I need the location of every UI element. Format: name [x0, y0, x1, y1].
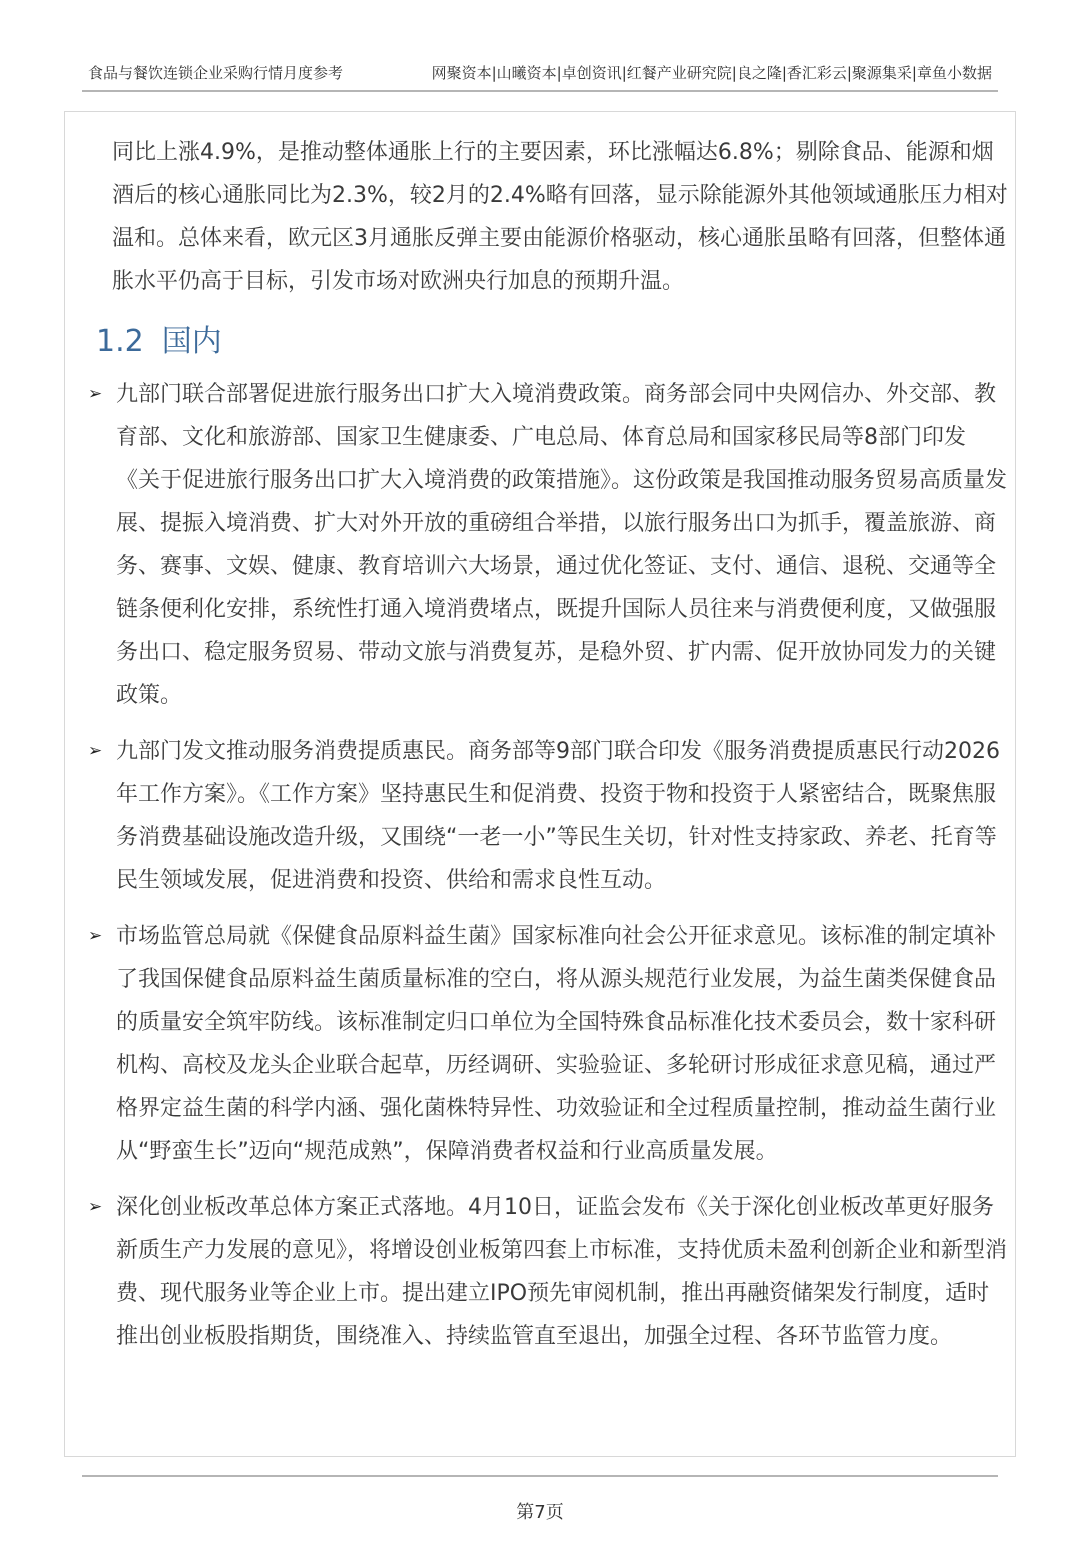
page-number: 第7页 [516, 1502, 564, 1523]
list-item-text: 市场监管总局就《保健食品原料益生菌》国家标准向社会公开征求意见。该标准的制定填补了我国保健食品原料益生菌质量标准的空白，将从源头规范行业发展，为益生菌类保健食品的质量安全筑牢防线。该标准制定归口单位为全国特殊食品标准化技术委员会，数十家科研机构、高校及龙头企业联合起草，历经调研、实验验证、多轮研讨形成征求意见稿，通过严格界定益生菌的科学内涵、强化菌株特异性、功效验证和全过程质量控制，推动益生菌行业从“野蛮生长”迈向“规范成熟”，保障消费者权益和行业高质量发展。 [116, 924, 997, 1164]
arrow-bullet-icon: ➢ [88, 926, 103, 946]
list-item [88, 915, 1008, 1173]
header-sources: 网聚资本|山曦资本|卓创资讯|红餐产业研究院|良之隆|香汇彩云|聚源集采|章鱼小数据 [431, 64, 992, 82]
arrow-bullet-icon: ➢ [88, 1197, 103, 1217]
list-item [88, 373, 1008, 717]
arrow-bullet-icon: ➢ [88, 384, 103, 404]
section-title-text: 国内 [161, 324, 222, 359]
list-item [88, 1186, 1008, 1358]
list-item-text: 九部门联合部署促进旅行服务出口扩大入境消费政策。商务部会同中央网信办、外交部、教育部、文化和旅游部、国家卫生健康委、广电总局、体育总局和国家移民局等8部门印发《关于促进旅行服务出口扩大入境消费的政策措施》。这份政策是我国推动服务贸易高质量发展、提振入境消费、扩大对外开放的重磅组合举措，以旅行服务出口为抓手，覆盖旅游、商务、赛事、文娱、健康、教育培训六大场景，通过优化签证、支付、通信、退税、交通等全链条便利化安排，系统性打通入境消费堵点，既提升国际人员往来与消费便利度，又做强服务出口、稳定服务贸易、带动文旅与消费复苏，是稳外贸、扩内需、促开放协同发力的关键政策。 [116, 382, 1008, 708]
footer-divider [82, 1475, 998, 1477]
arrow-bullet-icon: ➢ [88, 741, 103, 761]
page-header [82, 56, 998, 92]
list-item [88, 730, 1008, 902]
section-number: 1.2 [96, 324, 144, 359]
intro-paragraph [112, 131, 1012, 303]
section-heading [96, 316, 222, 360]
bullet-list [88, 373, 1008, 1371]
list-item-text: 九部门发文推动服务消费提质惠民。商务部等9部门联合印发《服务消费提质惠民行动2026年工作方案》。《工作方案》坚持惠民生和促消费、投资于物和投资于人紧密结合，既聚焦服务消费基础设施改造升级，又围绕“一老一小”等民生关切，针对性支持家政、养老、托育等民生领域发展，促进消费和投资、供给和需求良性互动。 [116, 739, 1000, 893]
list-item-text: 深化创业板改革总体方案正式落地。4月10日，证监会发布《关于深化创业板改革更好服务新质生产力发展的意见》，将增设创业板第四套上市标准，支持优质未盈利创新企业和新型消费、现代服务业等企业上市。提出建立IPO预先审阅机制，推出再融资储架发行制度，适时推出创业板股指期货，围绕准入、持续监管直至退出，加强全过程、各环节监管力度。 [116, 1195, 1008, 1349]
intro-text: 同比上涨4.9%，是推动整体通胀上行的主要因素，环比涨幅达6.8%；剔除食品、能源和烟酒后的核心通胀同比为2.3%，较2月的2.4%略有回落，显示除能源外其他领域通胀压力相对温和。总体来看，欧元区3月通胀反弹主要由能源价格驱动，核心通胀虽略有回落，但整体通胀水平仍高于目标，引发市场对欧洲央行加息的预期升温。 [112, 140, 1008, 294]
header-report-title: 食品与餐饮连锁企业采购行情月度参考 [88, 64, 344, 82]
